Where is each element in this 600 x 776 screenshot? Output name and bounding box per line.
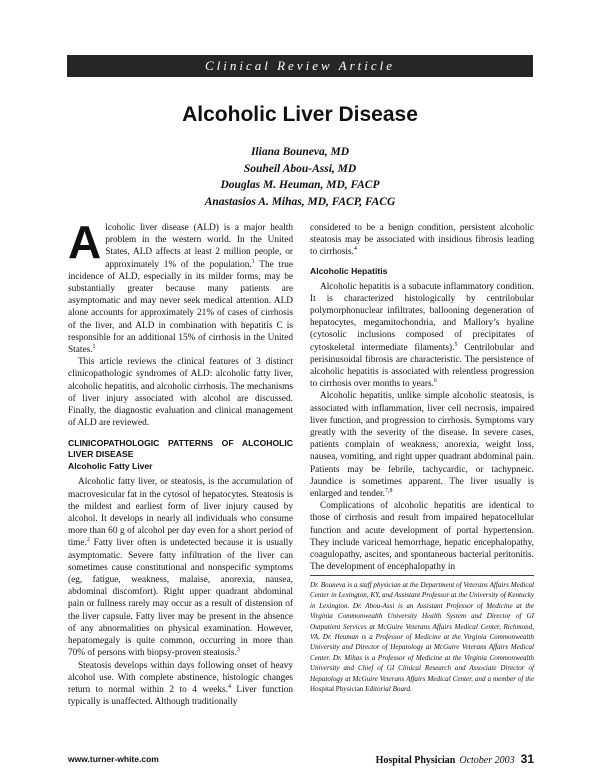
author-name: Iliana Bouneva, MD: [250, 146, 350, 158]
right-column: [310, 222, 534, 573]
overview-paragraph: This article reviews the clinical features of 3 distinct clinicopathologic syndromes of ALD: alcoholic fatty liver, alcoholic hepatitis, and alcoholic cirrhosis. The mechanisms of liver injury associated with alcohol are discussed. Finally, the diagnostic evaluation and clinical management of ALD are reviewed.: [68, 357, 293, 429]
author-list: [0, 144, 600, 210]
section-banner: Clinical Review Article: [67, 55, 533, 77]
drop-cap: A: [68, 216, 102, 268]
intro-paragraph: Alcoholic liver disease (ALD) is a major health problem in the western world. In the United States, ALD affects at least 2 million people, or approximately 1% of the population.$^1$ The true incidence of ALD, especially in its milder forms, may be substantially greater because many patients are asymptomatic and may never seek medical attention. ALD alone accounts for approximately 21% of cases of cirrhosis of the liver, and ALD in combination with hepatitis C is responsible for an additional 15% of cirrhosis in the United States.$^1$: [68, 216, 293, 356]
left-column: [68, 216, 293, 708]
body-paragraph: Alcoholic hepatitis, unlike simple alcoholic steatosis, is associated with inflammation, liver cell necrosis, impaired liver function, and progression to cirrhosis. Symptoms vary greatly with the severity of the disease. In severe cases, patients complain of weakness, anorexia, weight loss, nausea, vomiting, and right upper quadrant abdominal pain. Patients may be febrile, tachycardic, or tachypneic. Jaundice is sometimes apparent. The liver usually is enlarged and tender.$^{7,8}$: [310, 391, 534, 500]
footnote-divider: [310, 575, 534, 576]
page-footer: [68, 752, 534, 766]
body-paragraph: Steatosis develops within days following onset of heavy alcohol use. With complete abstinence, histologic changes return to normal within 2 to 4 weeks.$^4$ Liver function typically is unaffected. Although traditionally: [68, 660, 293, 708]
issue-date: October 2003: [459, 755, 515, 766]
author-name: Douglas M. Heuman, MD, FACP: [220, 179, 380, 191]
subsection-heading-fatty-liver: Alcoholic Fatty Liver: [68, 461, 153, 472]
page-number: 31: [520, 752, 534, 766]
section-heading: CLINICOPATHOLOGIC PATTERNS OF ALCOHOLIC LIVER DISEASE: [68, 438, 293, 460]
body-paragraph: Complications of alcoholic hepatitis are identical to those of cirrhosis and result from impaired hepatocellular function and acute development of portal hypertension. They include variceal hemorrhage, hepatic encephalopathy, coagulopathy, ascites, and spontaneous bacterial peritonitis. The development of encephalopathy in: [310, 501, 534, 573]
author-name: Anastasios A. Mihas, MD, FACP, FACG: [204, 195, 396, 208]
body-paragraph: Alcoholic fatty liver, or steatosis, is the accumulation of macrovesicular fat in the cytosol of hepatocytes. Steatosis is the mildest and earliest form of liver injury caused by alcohol. It develops in nearly all individuals who consume more than 60 g of alcohol per day even for a short period of time.$^2$ Fatty liver often is undetected because it is usually asymptomatic. Severe fatty infiltration of the liver can sometimes cause constitutional and nonspecific symptoms (eg, fatigue, weakness, malaise, anorexia, nausea, abdominal discomfort). Right upper quadrant abdominal pain or fullness rarely may occur as a result of distension of the liver capsule. Fatty liver may be present in the absence of any abnormalities on physical examination. However, hepatomegaly is quite common, occurring in more than 70% of persons with biopsy-proven steatosis.$^3$: [68, 477, 293, 659]
website-url[interactable]: www.turner-white.com: [68, 754, 159, 764]
author-affiliations: Dr. Bouneva is a staff physician at the Department of Veterans Affairs Medical Center in Lexington, KY, and Assistant Professor at the University of Kentucky in Lexington. Dr. Abou-Assi is an Assistant Professor of Medicine at the Virginia Commonwealth University Health System and Director of GI Outpatient Services at McGuire Veterans Affairs Medical Center, Richmond, VA. Dr. Heuman is a Professor of Medicine at the Virginia Commonwealth University and Director of Hepatology at McGuire Veterans Affairs Medical Center. Dr. Mihas is a Professor of Medicine at the Virginia Commonwealth University and Chief of GI Clinical Research and Associate Director of Hepatology at McGuire Veterans Affairs Medical Center, and a member of the Hospital Physician Editorial Board.: [310, 581, 534, 694]
body-paragraph: Alcoholic hepatitis is a subacute inflammatory condition. It is characterized histologically by centrilobular polymorphonuclear infiltrates, ballooning degeneration of hepatocytes, megamitochondria, and Mallory’s hyaline (cytosolic inclusions composed of precipitates of cytoskeletal intermediate filaments).$^5$ Centrilobular and perisinusoidal fibrosis are characteristic. The persistence of alcoholic hepatitis is associated with relentless progression to cirrhosis over months to years.$^6$: [310, 281, 534, 390]
footer-journal-info: [376, 752, 534, 766]
author-name: Souheil Abou-Assi, MD: [243, 162, 357, 175]
article-title: Alcoholic Liver Disease: [182, 103, 418, 126]
subsection-heading-hepatitis: Alcoholic Hepatitis: [310, 265, 388, 276]
journal-name: Hospital Physician: [375, 755, 456, 766]
continued-paragraph: considered to be a benign condition, persistent alcoholic steatosis may be associated with insidious fibrosis leading to cirrhosis.$^4$: [310, 223, 534, 258]
